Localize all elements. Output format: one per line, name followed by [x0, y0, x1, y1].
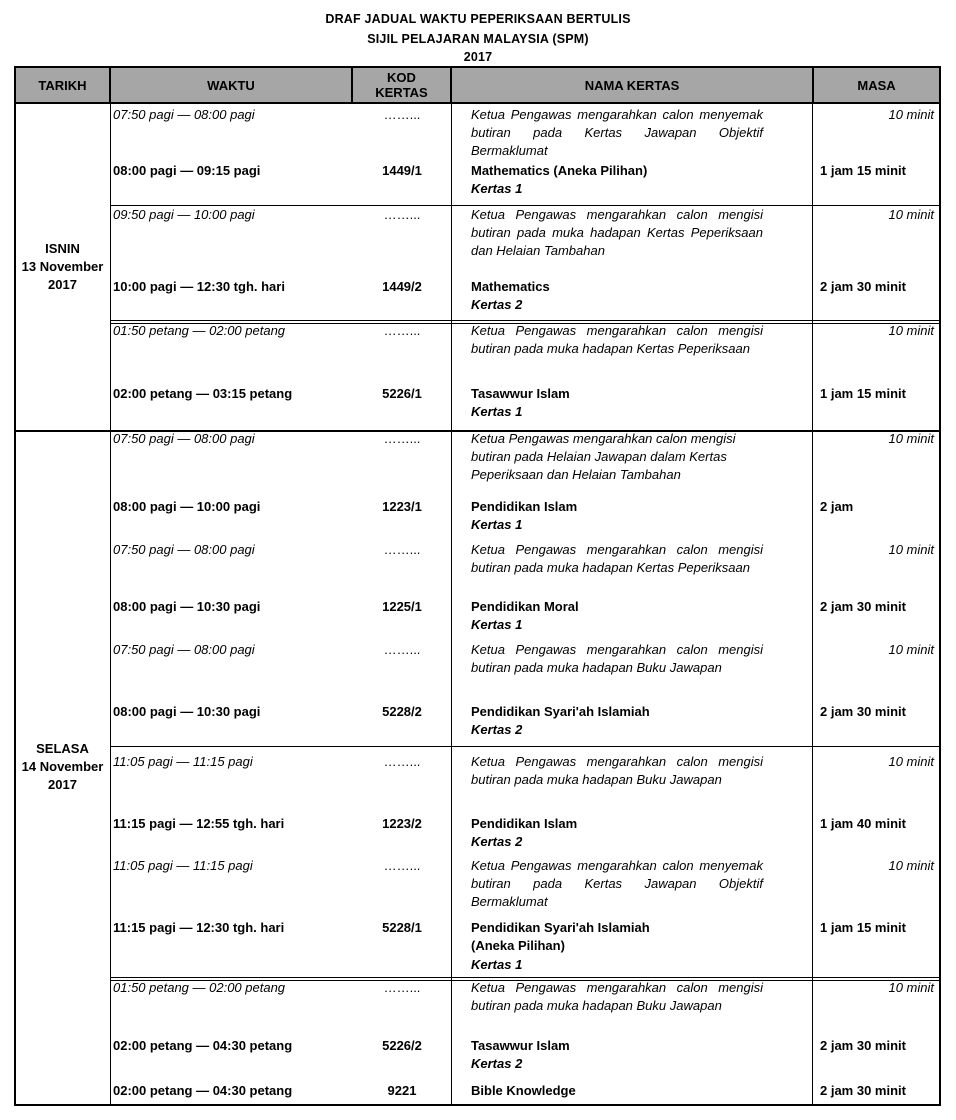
duration: 10 minit [888, 431, 934, 446]
duration: 10 minit [888, 642, 934, 657]
paper-code: ……... [383, 207, 421, 222]
paper-code: 1223/2 [382, 816, 422, 831]
duration: 2 jam 30 minit [820, 1083, 906, 1098]
instruction-text: Ketua Pengawas mengarahkan calon mengisi butiran pada muka hadapan Buku Jawapan [471, 642, 763, 675]
paper-code: ……... [383, 980, 421, 995]
paper-name: Pendidikan Syari'ah Islamiah [471, 920, 650, 935]
time-slot: 01:50 petang — 02:00 petang [113, 323, 286, 338]
paper-code: 9221 [387, 1083, 417, 1098]
paper-code: 1449/2 [382, 279, 422, 294]
duration: 2 jam 30 minit [820, 599, 906, 614]
duration: 10 minit [888, 542, 934, 557]
document-title-line1: DRAF JADUAL WAKTU PEPERIKSAAN BERTULIS [325, 12, 631, 26]
duration: 2 jam 30 minit [820, 704, 906, 719]
column-divider [812, 104, 813, 1104]
time-slot: 09:50 pagi — 10:00 pagi [113, 207, 255, 222]
duration: 2 jam [820, 499, 854, 514]
paper-name: Mathematics [471, 279, 550, 294]
paper-number: Kertas 1 [471, 617, 523, 632]
paper-name: Bible Knowledge [471, 1083, 576, 1098]
time-slot: 11:15 pagi — 12:30 tgh. hari [113, 920, 285, 935]
paper-number: Kertas 1 [471, 404, 523, 419]
time-slot: 10:00 pagi — 12:30 tgh. hari [113, 279, 285, 294]
date-selasa: SELASA 14 November 2017 [21, 741, 104, 792]
header-masa: MASA [812, 66, 941, 104]
row-divider [110, 746, 940, 747]
header-nama-kertas: NAMA KERTAS [450, 66, 814, 104]
time-slot: 02:00 petang — 04:30 petang [113, 1083, 293, 1098]
header-waktu: WAKTU [109, 66, 353, 104]
duration: 10 minit [888, 858, 934, 873]
time-slot: 07:50 pagi — 08:00 pagi [113, 642, 255, 657]
paper-code: ……... [383, 754, 421, 769]
time-slot: 08:00 pagi — 09:15 pagi [113, 163, 261, 178]
paper-name: Tasawwur Islam [471, 1038, 570, 1053]
time-slot: 02:00 petang — 04:30 petang [113, 1038, 293, 1053]
duration: 2 jam 30 minit [820, 1038, 906, 1053]
paper-name: Pendidikan Syari'ah Islamiah [471, 704, 650, 719]
duration: 1 jam 15 minit [820, 163, 906, 178]
paper-code: 1223/1 [382, 499, 422, 514]
duration: 1 jam 15 minit [820, 920, 906, 935]
header-kod-kertas: KOD KERTAS [351, 66, 452, 104]
document-title-line2: SIJIL PELAJARAN MALAYSIA (SPM) [367, 32, 589, 46]
time-slot: 08:00 pagi — 10:30 pagi [113, 599, 261, 614]
duration: 1 jam 40 minit [820, 816, 906, 831]
paper-code: 5226/2 [382, 1038, 422, 1053]
instruction-text: Ketua Pengawas mengarahkan calon mengisi butiran pada Helaian Jawapan dalam Kertas Peperiksaan dan Helaian Tambahan [471, 431, 736, 482]
paper-code: 5228/1 [382, 920, 422, 935]
paper-number: Kertas 1 [471, 957, 523, 972]
paper-number: Kertas 1 [471, 517, 523, 532]
paper-code: 5226/1 [382, 386, 422, 401]
duration: 1 jam 15 minit [820, 386, 906, 401]
instruction-text: Ketua Pengawas mengarahkan calon mengisi butiran pada muka hadapan Kertas Peperiksaan dan Helaian Tambahan [471, 207, 763, 258]
time-slot: 01:50 petang — 02:00 petang [113, 980, 286, 995]
paper-number: Kertas 2 [471, 1056, 523, 1071]
duration: 10 minit [888, 980, 934, 995]
instruction-text: Ketua Pengawas mengarahkan calon mengisi butiran pada muka hadapan Kertas Peperiksaan [471, 542, 763, 575]
paper-code: ……... [383, 107, 421, 122]
duration: 10 minit [888, 207, 934, 222]
instruction-text: Ketua Pengawas mengarahkan calon mengisi butiran pada muka hadapan Kertas Peperiksaan [471, 323, 763, 356]
paper-code: ……... [383, 431, 421, 446]
duration: 10 minit [888, 323, 934, 338]
time-slot: 11:05 pagi — 11:15 pagi [113, 858, 253, 873]
duration: 2 jam 30 minit [820, 279, 906, 294]
paper-code: 5228/2 [382, 704, 422, 719]
instruction-text: Ketua Pengawas mengarahkan calon mengisi butiran pada muka hadapan Buku Jawapan [471, 980, 763, 1013]
date-isnin: ISNIN 13 November 2017 [21, 241, 104, 292]
paper-code: 1225/1 [382, 599, 422, 614]
paper-name-suffix: (Aneka Pilihan) [471, 938, 565, 953]
paper-name: Pendidikan Islam [471, 499, 578, 514]
document-title-year: 2017 [463, 50, 493, 64]
paper-code: 1449/1 [382, 163, 422, 178]
time-slot: 08:00 pagi — 10:00 pagi [113, 499, 261, 514]
time-slot: 11:05 pagi — 11:15 pagi [113, 754, 253, 769]
duration: 10 minit [888, 754, 934, 769]
paper-number: Kertas 2 [471, 834, 523, 849]
paper-code: ……... [383, 858, 421, 873]
time-slot: 07:50 pagi — 08:00 pagi [113, 107, 255, 122]
instruction-text: Ketua Pengawas mengarahkan calon menyemak butiran pada Kertas Jawapan Objektif Bermaklumat [471, 858, 763, 909]
paper-code: ……... [383, 642, 421, 657]
paper-name: Mathematics (Aneka Pilihan) [471, 163, 648, 178]
time-slot: 02:00 petang — 03:15 petang [113, 386, 293, 401]
time-slot: 07:50 pagi — 08:00 pagi [113, 542, 255, 557]
paper-code: ……... [383, 323, 421, 338]
paper-number: Kertas 2 [471, 297, 523, 312]
header-tarikh: TARIKH [14, 66, 111, 104]
time-slot: 11:15 pagi — 12:55 tgh. hari [113, 816, 285, 831]
paper-number: Kertas 1 [471, 181, 523, 196]
paper-name: Pendidikan Islam [471, 816, 578, 831]
time-slot: 08:00 pagi — 10:30 pagi [113, 704, 261, 719]
duration: 10 minit [888, 107, 934, 122]
time-slot: 07:50 pagi — 08:00 pagi [113, 431, 255, 446]
paper-code: ……... [383, 542, 421, 557]
paper-name: Tasawwur Islam [471, 386, 570, 401]
paper-number: Kertas 2 [471, 722, 523, 737]
instruction-text: Ketua Pengawas mengarahkan calon mengisi butiran pada muka hadapan Buku Jawapan [471, 754, 763, 787]
instruction-text: Ketua Pengawas mengarahkan calon menyemak butiran pada Kertas Jawapan Objektif Bermaklumat [471, 107, 763, 158]
paper-name: Pendidikan Moral [471, 599, 579, 614]
